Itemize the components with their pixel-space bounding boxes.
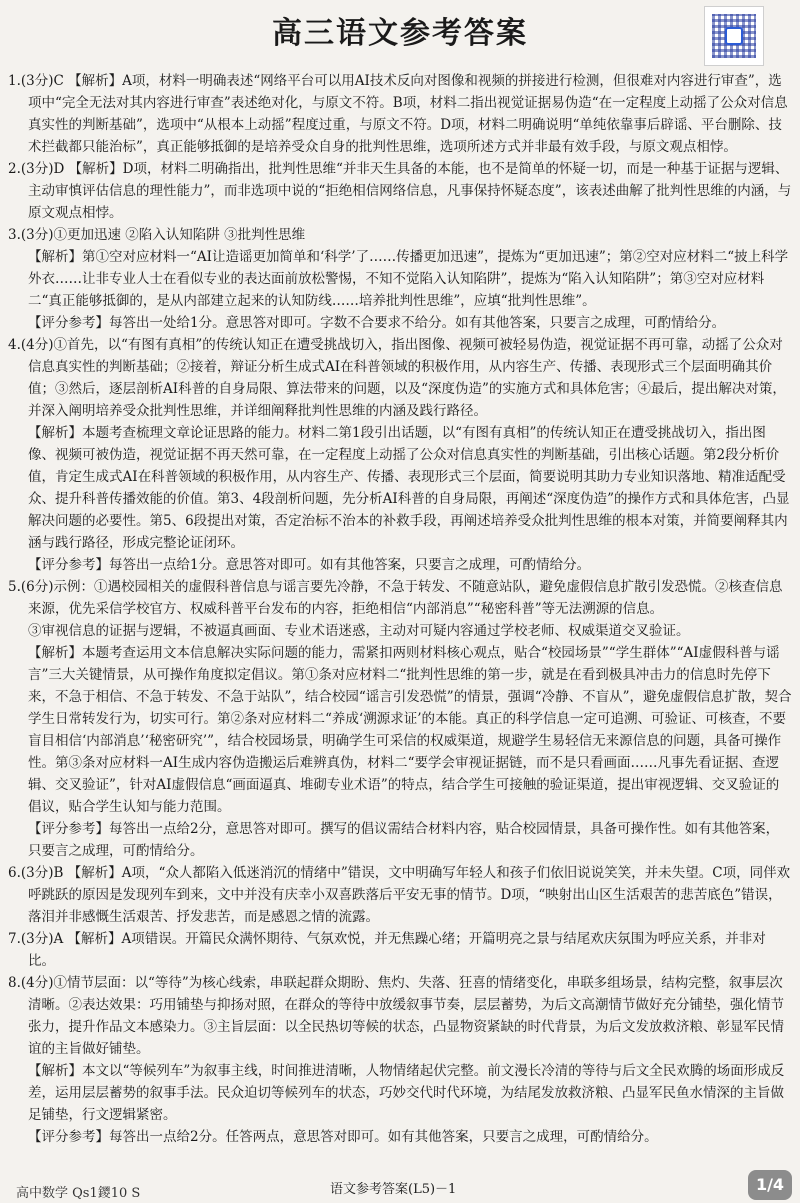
analysis-3: 【解析】第①空对应材料一“AI让造谣更加简单和‘科学’了……传播更加迅速”，提炼为“更加迅速”；第②空对应材料二“披上科学外衣……让非专业人士在看似专业的表达面前放松警惕，不知不觉陷入认知陷阱”，提炼为“陷入认知陷阱”；第③空对应材料二“真正能够抵御的，是从内部建立起来的认知防线……培养批判性思维”，应填“批判性思维”。 [28, 249, 789, 309]
question-4: 4.(4分)①首先，以“有图有真相”的传统认知正在遭受挑战切入，指出图像、视频可被轻易伪造，视觉证据不再可靠，动摇了公众对信息真实性的判断基础；②接着，辩证分析生成式AI在科普领域的积极作用，从内容生产、传播、表现形式三个层面明确其价值；③然后，逐层剖析AI科普的自身局限、算法带来的问题，以及“深度伪造”的实施方式和具体危害；④最后，提出解决对策，并深入阐明培养受众批判性思维，并详细阐释批判性思维的内涵及践行路径。 [8, 337, 786, 419]
scoring-5: 【评分参考】每答出一点给2分，意思答对即可。撰写的倡议需结合材料内容，贴合校园情景，具备可操作性。如有其他答案，只要言之成理，可酌情给分。 [28, 821, 780, 859]
footer-doc-label: 语文参考答案(L5)－1 [330, 1182, 457, 1197]
question-5: 5.(6分)示例：①遇校园相关的虚假科普信息与谣言要先冷静，不急于转发、不随意站队，避免虚假信息扩散引发恐慌。②核查信息来源，优先采信学校官方、权威科普平台发布的内容，拒绝相信“内部消息”“秘密科普”等无法溯源的信息。 [8, 579, 783, 617]
analysis-5: 【解析】本题考查运用文本信息解决实际问题的能力，需紧扣两则材料核心观点，贴合“校园场景”“学生群体”“AI虚假科普与谣言”三大关键情景，从可操作角度拟定倡议。第①条对应材料二“批判性思维的第一步，就是在看到极具冲击力的信息时先停下来，不急于相信、不急于转发、不急于站队”，结合校园“谣言引发恐慌”的情景，强调“冷静、不盲从”，避免虚假信息扩散，契合学生日常转发行为，切实可行。第②条对应材料二“养成‘溯源求证’的本能。真正的科学信息一定可追溯、可验证、可核查，不要盲目相信‘内部消息’‘秘密研究’”，结合校园场景，明确学生可采信的权威渠道，规避学生易轻信无来源信息的问题，具备可操作性。第③条对应材料一AI生成内容伪造搬运后难辨真伪，材料二“要学会审视证据链，而不是只看画面……凡事先看证据、查逻辑、交叉验证”，针对AI虚假信息“画面逼真、堆砌专业术语”的特点，结合学生可接触的验证渠道，提出审视逻辑、交叉验证的倡议，贴合学生认知与能力范围。 [28, 645, 792, 815]
scoring-4: 【评分参考】每答出一点给1分。意思答对即可。如有其他答案，只要言之成理，可酌情给分。 [28, 557, 591, 573]
page-title: 高三语文参考答案 [272, 16, 528, 51]
qr-logo-icon [725, 27, 743, 45]
page-indicator[interactable]: 1/4 [748, 1170, 792, 1200]
question-6: 6.(3分)B 【解析】A项，“众人都陷入低迷消沉的情绪中”错误，文中明确写年轻人和孩子们依旧说说笑笑，并未失望。C项，同伴欢呼跳跃的原因是发现列车到来，文中并没有庆幸小双喜跌落后平安无事的情节。D项，“映射出山区生活艰苦的悲苦底色”错误，落泪并非感慨生活艰苦、抒发悲苦，而是感恩之情的流露。 [8, 865, 791, 925]
analysis-8: 【解析】本文以“等候列车”为叙事主线，时间推进清晰，人物情绪起伏完整。前文漫长冷清的等待与后文全民欢腾的场面形成反差，运用层层蓄势的叙事手法。民众迫切等候列车的状态，巧妙交代时代环境，为结尾发放救济粮、凸显军民鱼水情深的主旨做足铺垫，行文逻辑紧密。 [28, 1063, 785, 1123]
scoring-8: 【评分参考】每答出一点给2分。任答两点，意思答对即可。如有其他答案，只要言之成理，可酌情给分。 [28, 1129, 658, 1145]
question-7: 7.(3分)A 【解析】A项错误。开篇民众满怀期待、气氛欢悦，并无焦躁心绪；开篇明亮之景与结尾欢庆氛围为呼应关系，并非对比。 [8, 931, 766, 969]
analysis-4: 【解析】本题考查梳理文章论证思路的能力。材料二第1段引出话题，以“有图有真相”的传统认知正在遭受挑战切入，指出图像、视频可被伪造，视觉证据不再天然可靠，在一定程度上动摇了公众对信息真实性的判断基础，引出核心话题。第2段分析价值，肯定生成式AI在科普领域的积极作用，从内容生产、传播、表现形式三个层面，简要说明其助力专业知识落地、精准适配受众、提升科普传播效能的价值。第3、4段剖析问题，先分析AI科普的自身局限，再阐述“深度伪造”的操作方式和具体危害，凸显解决问题的必要性。第5、6段提出对策，否定治标不治本的补救手段，再阐述培养受众批判性思维的根本对策，并简要阐释其内涵与践行路径，形成完整论证闭环。 [28, 425, 790, 551]
question-5-item-3: ③审视信息的证据与逻辑，不被逼真画面、专业术语迷惑，主动对可疑内容通过学校老师、权威渠道交叉验证。 [28, 623, 690, 639]
qr-code-icon [704, 6, 764, 66]
footer-code: 高中数学 Qs1鑁10 S [16, 1186, 141, 1201]
question-3: 3.(3分)①更加迅速 ②陷入认知陷阱 ③批判性思维 [8, 227, 306, 243]
question-1: 1.(3分)C 【解析】A项，材料一明确表述“网络平台可以用AI技术反向对图像和视频的拼接进行检测，但很难对内容进行审查”，选项中“完全无法对其内容进行审查”表述绝对化，与原文不符。B项，材料二指出视觉证据易伪造“在一定程度上动摇了公众对信息真实性的判断基础”，选项中“从根本上动摇”程度过重，与原文不符。D项，材料二明确说明“单纯依靠事后辟谣、平台删除、技术拦截都只能治标”，真正能够抵御的是培养受众自身的批判性思维，选项所述方式并非最有效手段，与原文观点相悖。 [8, 73, 788, 155]
page-footer [0, 1170, 800, 1203]
answer-content [8, 70, 792, 1148]
question-2: 2.(3分)D 【解析】D项，材料二明确指出，批判性思维“并非天生具备的本能，也不是简单的怀疑一切，而是一种基于证据与逻辑、主动审慎评估信息的理性能力”，而非选项中说的“拒绝相信网络信息，凡事保持怀疑态度”，该表述曲解了批判性思维的内涵，与原文观点相悖。 [8, 161, 792, 221]
scoring-3: 【评分参考】每答出一处给1分。意思答对即可。字数不合要求不给分。如有其他答案，只要言之成理，可酌情给分。 [28, 315, 726, 331]
question-8: 8.(4分)①情节层面：以“等待”为核心线索，串联起群众期盼、焦灼、失落、狂喜的情绪变化，串联多组场景，结构完整，叙事层次清晰。②表达效果：巧用铺垫与抑扬对照，在群众的等待中放缓叙事节奏，层层蓄势，为后文高潮情节做好充分铺垫，强化情节张力，提升作品文本感染力。③主旨层面：以全民热切等候的状态，凸显物资紧缺的时代背景，为后文发放救济粮、彰显军民情谊的主旨做好铺垫。 [8, 975, 784, 1057]
